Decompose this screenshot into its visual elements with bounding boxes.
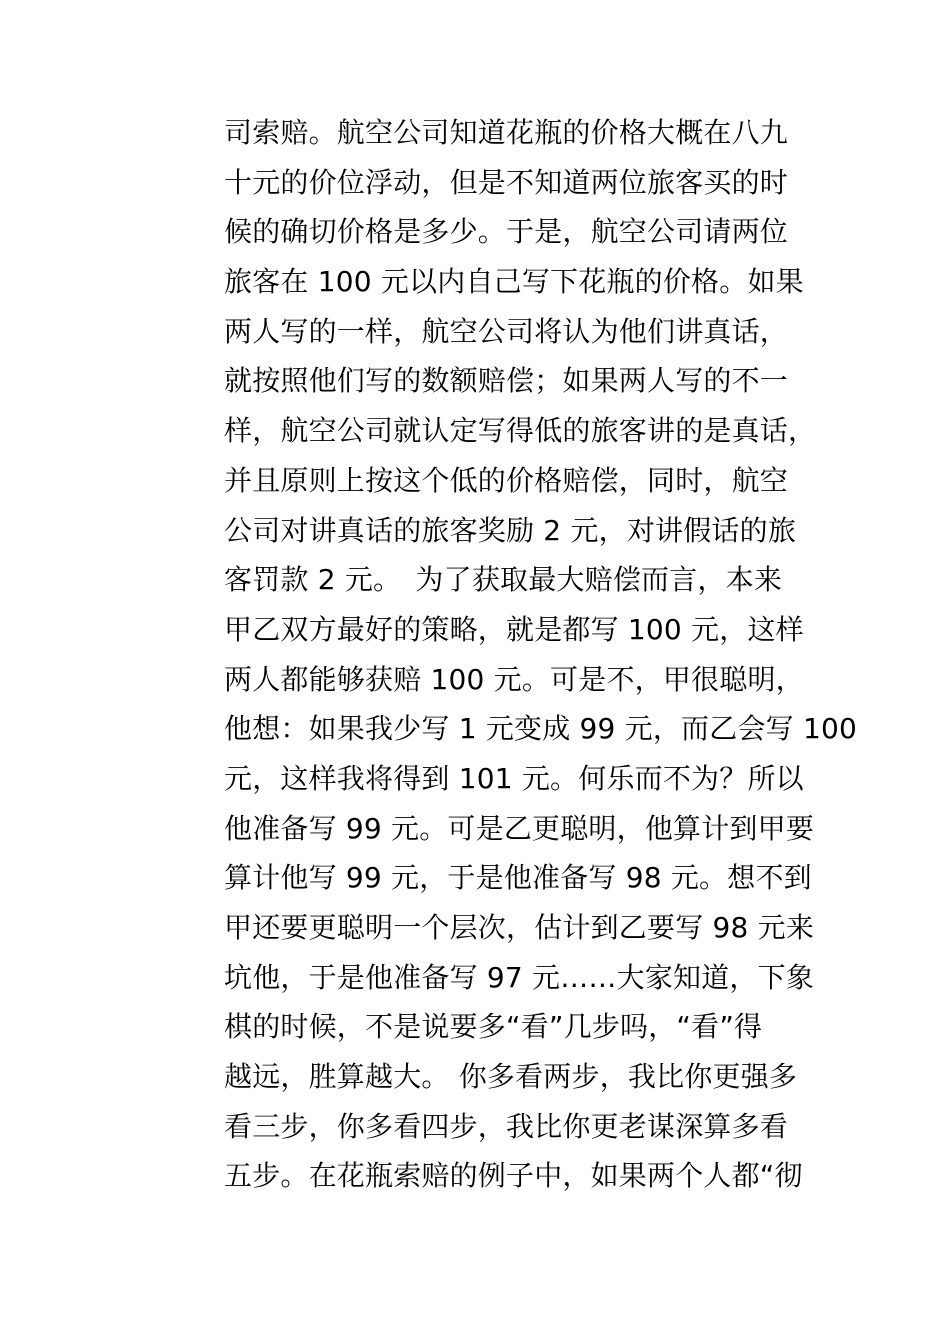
text-line: 旅客在 100 元以内自己写下花瓶的价格。如果 [224,265,804,299]
text-line: 两人写的一样，航空公司将认为他们讲真话， [224,314,789,348]
text-line: 公司对讲真话的旅客奖励 2 元，对讲假话的旅 [224,513,797,547]
text-line: 看三步，你多看四步，我比你更老谋深算多看 [224,1109,789,1143]
text-line: 甲还要更聪明一个层次，估计到乙要写 98 元来 [224,911,815,944]
text-line: 候的确切价格是多少。于是，航空公司请两位 [224,215,789,249]
text-line: 并且原则上按这个低的价格赔偿，同时，航空 [224,463,789,497]
text-line: 样，航空公司就认定写得低的旅客讲的是真话， [224,414,817,448]
text-line: 坑他，于是他准备写 97 元……大家知道，下象 [224,960,815,994]
text-line: 算计他写 99 元，于是他准备写 98 元。想不到 [224,861,812,895]
text-line: 司索赔。航空公司知道花瓶的价格大概在八九 [224,116,789,149]
text-line: 棋的时候，不是说要多“看”几步吗，“看”得 [224,1010,763,1044]
text-line: 十元的价位浮动，但是不知道两位旅客买的时 [224,165,789,199]
text-line: 两人都能够获赔 100 元。可是不，甲很聪明， [224,662,804,696]
text-line: 元，这样我将得到 101 元。何乐而不为？所以 [224,761,804,795]
text-line: 客罚款 2 元。 为了获取最大赔偿而言，本来 [224,563,783,597]
text-line: 越远，胜算越大。 你多看两步，我比你更强多 [224,1060,798,1094]
text-line: 就按照他们写的数额赔偿；如果两人写的不一 [224,364,789,398]
text-line: 他准备写 99 元。可是乙更聪明，他算计到甲要 [224,811,815,845]
text-line: 他想：如果我少写 1 元变成 99 元，而乙会写 100 [224,712,857,746]
body-text [224,108,857,1201]
text-line: 甲乙双方最好的策略，就是都写 100 元，这样 [224,612,804,646]
text-line: 五步。在花瓶索赔的例子中，如果两个人都“彻 [224,1159,803,1193]
